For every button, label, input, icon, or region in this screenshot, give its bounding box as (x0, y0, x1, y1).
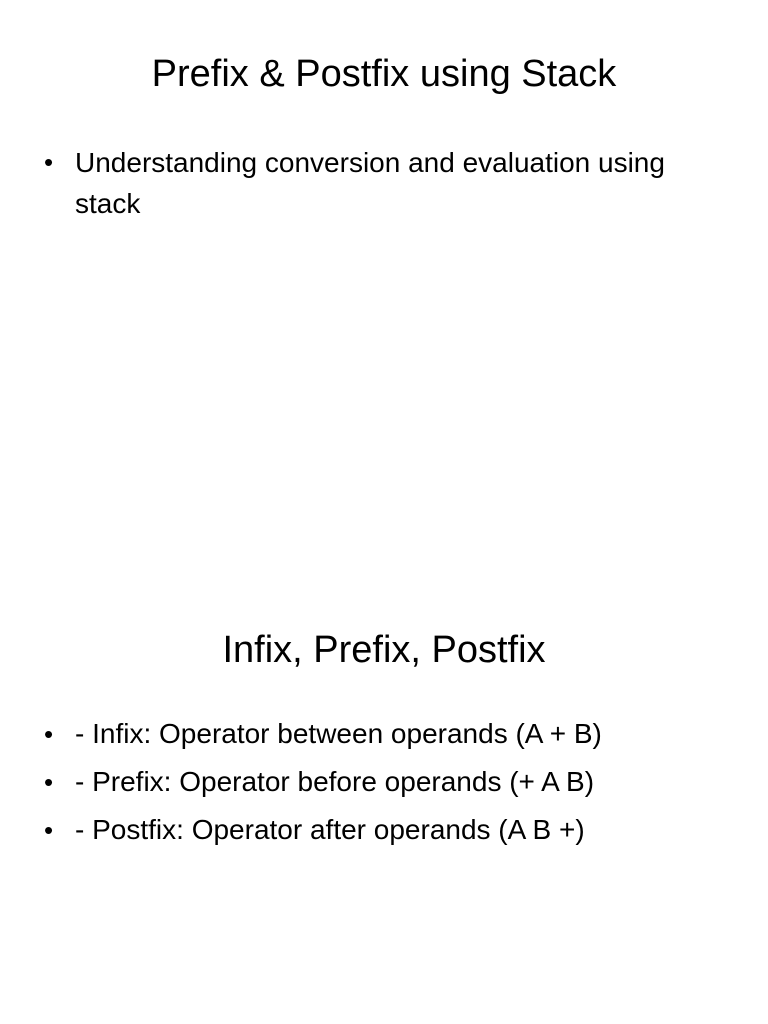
bullet-text: - Infix: Operator between operands (A + B) (75, 718, 602, 749)
slide-title: Infix, Prefix, Postfix (222, 629, 546, 671)
bullet-icon: • (44, 147, 54, 177)
slide-2 (0, 576, 768, 1024)
bullet-text: - Postfix: Operator after operands (A B +) (75, 814, 585, 845)
bullet-item (0, 765, 700, 799)
bullet-icon: • (44, 767, 54, 797)
bullet-icon: • (44, 815, 54, 845)
bullet-list (0, 717, 700, 861)
bullet-item (0, 142, 700, 224)
bullet-icon: • (44, 719, 54, 749)
slide-title: Prefix & Postfix using Stack (151, 53, 617, 95)
bullet-item (0, 813, 700, 847)
bullet-text: Understanding conversion and evaluation using stack (75, 147, 665, 219)
bullet-list (0, 142, 700, 224)
bullet-item (0, 717, 700, 751)
bullet-text: - Prefix: Operator before operands (+ A B) (75, 766, 595, 797)
